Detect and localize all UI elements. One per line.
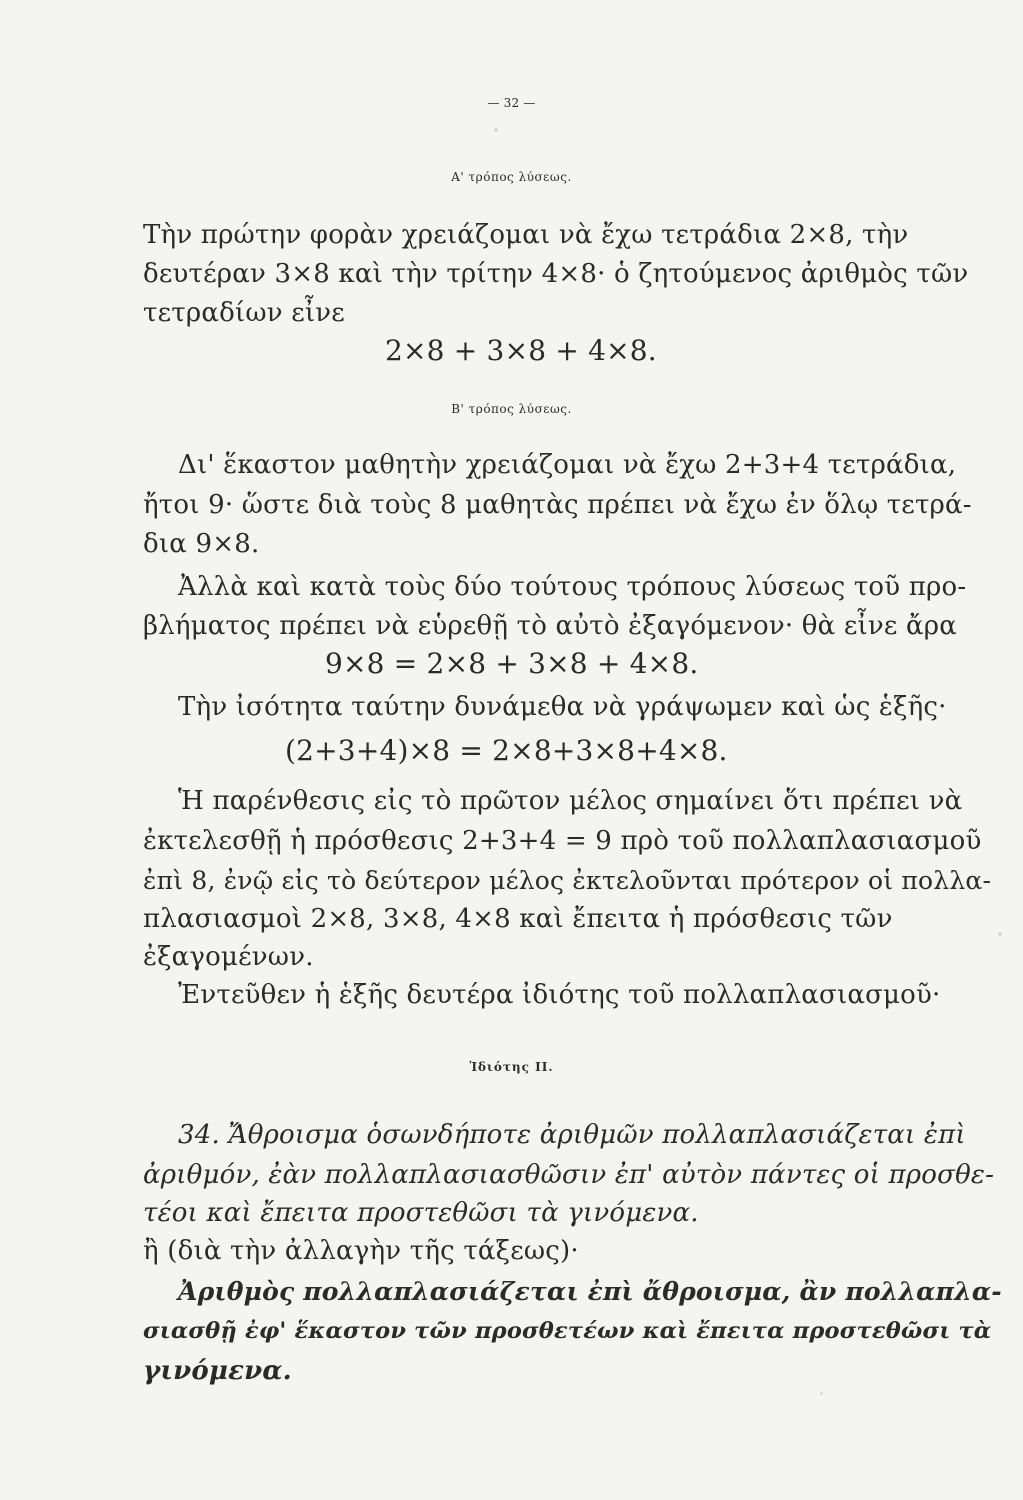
text-line: ἐπὶ 8, ἐνῷ εἰς τὸ δεύτερον μέλος ἐκτελοῦνται πρότερον οἱ πολλα- bbox=[143, 866, 992, 895]
equation: 9×8 = 2×8 + 3×8 + 4×8. bbox=[325, 647, 699, 680]
rule-line: τέοι καὶ ἔπειτα προστεθῶσι τὰ γινόμενα. bbox=[143, 1198, 699, 1228]
text-line: Ἀλλὰ καὶ κατὰ τοὺς δύο τούτους τρόπους λύσεως τοῦ προ- bbox=[178, 572, 967, 602]
equation: 2×8 + 3×8 + 4×8. bbox=[385, 334, 657, 367]
method-b-heading: Β' τρόπος λύσεως. bbox=[451, 402, 572, 416]
equation: (2+3+4)×8 = 2×8+3×8+4×8. bbox=[285, 734, 728, 767]
text-line: Ἡ παρένθεσις εἰς τὸ πρῶτον μέλος σημαίνει ὅτι πρέπει νὰ bbox=[178, 786, 963, 816]
text-line: ἐκτελεσθῇ ἡ πρόσθεσις 2+3+4 = 9 πρὸ τοῦ πολλαπλασιασμοῦ bbox=[143, 826, 982, 856]
text-line: Δι' ἕκαστον μαθητὴν χρειάζομαι νὰ ἔχω 2+3+4 τετράδια, bbox=[178, 450, 957, 480]
page-number: — 32 — bbox=[487, 96, 536, 110]
print-speck bbox=[820, 1392, 823, 1395]
rule-line: γινόμενα. bbox=[143, 1356, 292, 1386]
print-speck bbox=[998, 932, 1002, 936]
rule-line: σιασθῇ ἐφ' ἕκαστον τῶν προσθετέων καὶ ἔπειτα προστεθῶσι τὰ bbox=[143, 1318, 992, 1344]
print-speck bbox=[494, 128, 498, 132]
text-line: τετραδίων εἶνε bbox=[143, 298, 345, 328]
text-line: Τὴν ἰσότητα ταύτην δυνάμεθα νὰ γράψωμεν καὶ ὡς ἑξῆς· bbox=[178, 692, 947, 722]
method-a-heading: Α' τρόπος λύσεως. bbox=[451, 170, 572, 184]
text-line: πλασιασμοὶ 2×8, 3×8, 4×8 καὶ ἔπειτα ἡ πρόσθεσις τῶν bbox=[143, 904, 893, 934]
rule-line: ἀριθμόν, ἐὰν πολλαπλασιασθῶσιν ἐπ' αὐτὸν πάντες οἱ προσθε- bbox=[143, 1160, 995, 1190]
section-title: Ἰδιότης ΙΙ. bbox=[469, 1060, 554, 1074]
text-line: βλήματος πρέπει νὰ εὑρεθῇ τὸ αὐτὸ ἐξαγόμενον· θὰ εἶνε ἄρα bbox=[143, 611, 958, 641]
text-line: δια 9×8. bbox=[143, 529, 260, 559]
text-line: ἤτοι 9· ὥστε διὰ τοὺς 8 μαθητὰς πρέπει νὰ ἔχω ἐν ὅλῳ τετρά- bbox=[143, 490, 972, 520]
rule-line: Ἀριθμὸς πολλαπλασιάζεται ἐπὶ ἄθροισμα, ἂν πολλαπλα- bbox=[178, 1277, 1002, 1306]
text-line: Τὴν πρώτην φορὰν χρειάζομαι νὰ ἔχω τετράδια 2×8, τὴν bbox=[143, 220, 909, 250]
text-line: ἢ (διὰ τὴν ἀλλαγὴν τῆς τάξεως)· bbox=[143, 1236, 579, 1266]
rule-line: 34. Ἄθροισμα ὁσωνδήποτε ἀριθμῶν πολλαπλασιάζεται ἐπὶ bbox=[178, 1120, 966, 1150]
text-line: δευτέραν 3×8 καὶ τὴν τρίτην 4×8· ὁ ζητούμενος ἀριθμὸς τῶν bbox=[143, 259, 969, 289]
text-line: Ἐντεῦθεν ἡ ἑξῆς δευτέρα ἰδιότης τοῦ πολλαπλασιασμοῦ· bbox=[178, 980, 941, 1010]
text-line: ἐξαγομένων. bbox=[143, 942, 314, 972]
